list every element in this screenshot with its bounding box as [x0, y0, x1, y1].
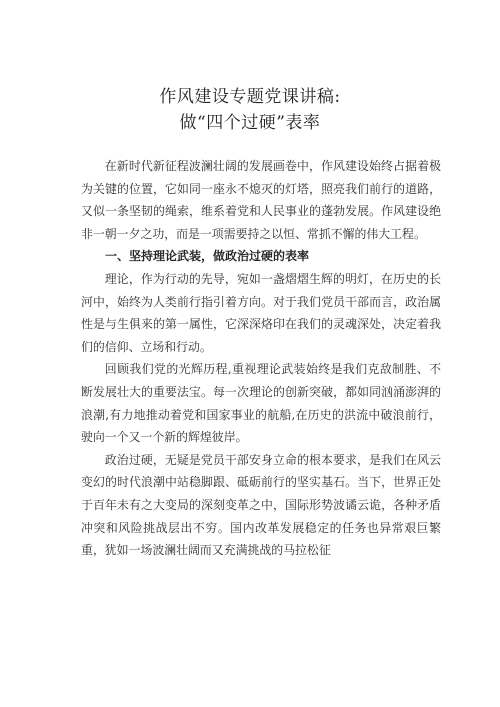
intro-paragraph: 在新时代新征程波澜壮阔的发展画卷中，作风建设始终占据着极为关键的位置，它如同一座永不熄灭的灯塔，照亮我们前行的道路，又似一条坚韧的绳索，维系着党和人民事业的蓬勃发展。作风建设绝非一朝一夕之功，而是一项需要持之以恒、常抓不懈的伟大工程。 — [81, 159, 441, 241]
document-body — [81, 155, 441, 562]
section-1-heading: 一、坚持理论武装，做政治过硬的表率 — [105, 249, 310, 264]
section-1-paragraph-1: 理论，作为行动的先导，宛如一盏熠熠生辉的明灯，在历史的长河中，始终为人类前行指引着方向。对于我们党员干部而言，政治属性是与生俱来的第一属性，它深深烙印在我们的灵魂深处，决定着我们的信仰、立场和行动。 — [81, 271, 441, 354]
section-1-paragraph-3: 政治过硬，无疑是党员干部安身立命的根本要求，是我们在风云变幻的时代浪潮中站稳脚跟、砥砺前行的坚实基石。当下，世界正处于百年未有之大变局的深刻变革之中，国际形势波谲云诡，各种矛盾冲突和风险挑战层出不穷。国内改革发展稳定的任务也异常艰巨繁重，犹如一场波澜壮阔而又充满挑战的马拉松征 — [81, 452, 441, 558]
document-title-line-1: 作风建设专题党课讲稿: — [159, 87, 341, 107]
document-title-line-2: 做“四个过硬”表率 — [179, 113, 321, 133]
section-1-paragraph-2: 回顾我们党的光辉历程,重视理论武装始终是我们克敌制胜、不断发展壮大的重要法宝。每一次理论的创新突破，都如同汹涌澎湃的浪潮,有力地推动着党和国家事业的航船,在历史的洪流中破浪前行，驶向一个又一个新的辉煌彼岸。 — [81, 362, 441, 445]
